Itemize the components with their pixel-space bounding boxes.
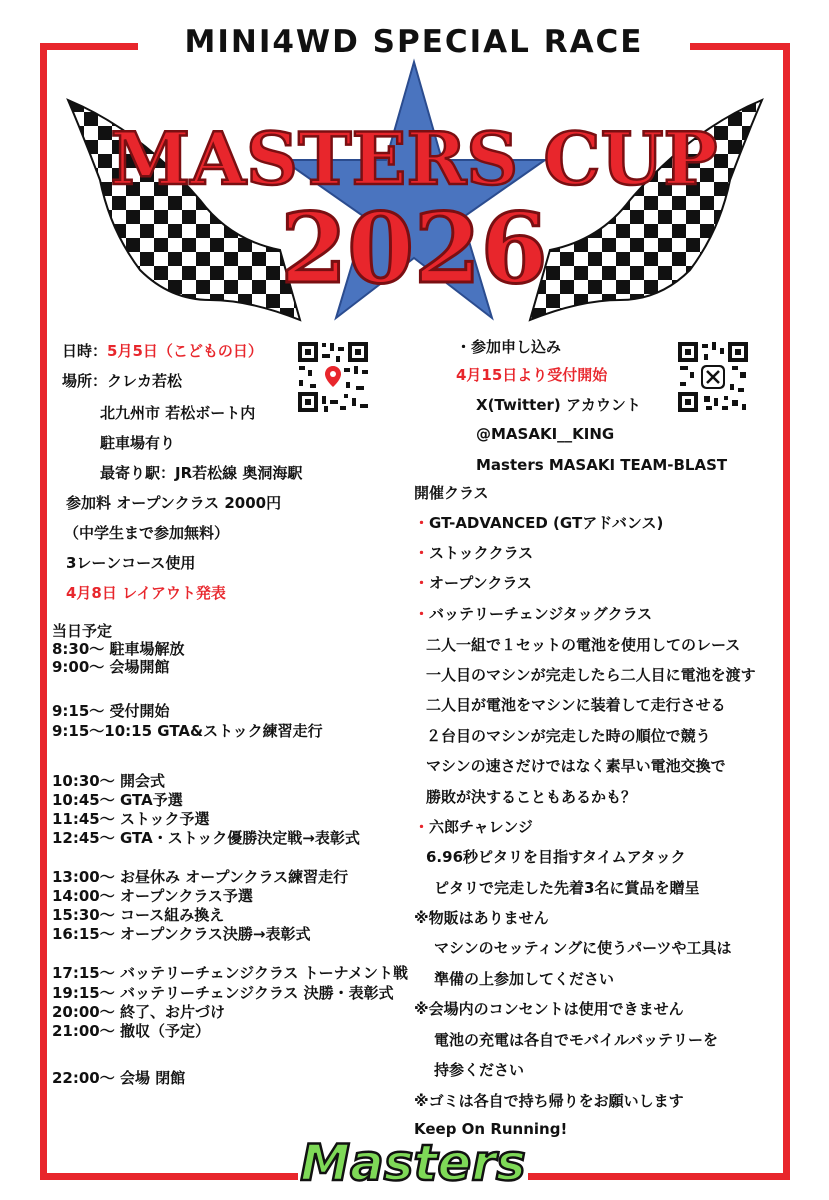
masters-logo <box>300 1130 526 1194</box>
class-item: バッテリーチェンジタッグクラス <box>429 605 653 623</box>
rokuro-challenge: 六郎チャレンジ <box>429 818 533 836</box>
battery-rule: ２台目のマシンが完走した時の順位で競う <box>426 727 711 745</box>
schedule-item: 10:30～ 開会式 <box>52 772 165 790</box>
hero-artwork <box>0 0 829 340</box>
schedule-item: 9:15～ 受付開始 <box>52 702 170 720</box>
schedule-item: 9:15～10:15 GTA&ストック練習走行 <box>52 722 323 740</box>
event-tagline: MINI4WD SPECIAL RACE <box>184 24 644 60</box>
team-name: Masters MASAKI TEAM-BLAST <box>476 456 728 474</box>
schedule-item: 20:00～ 終了、お片づけ <box>52 1003 225 1021</box>
rokuro-rule: 6.96秒ピタリを目指すタイムアタック <box>426 848 686 866</box>
registration-heading: ・参加申し込み <box>456 338 562 356</box>
fee-note: （中学生まで参加無料） <box>64 524 230 542</box>
schedule-item: 8:30～ 駐車場解放 <box>52 640 185 658</box>
note-outlet: ※会場内のコンセントは使用できません <box>414 1000 684 1018</box>
x-account-qr-code[interactable] <box>676 340 750 414</box>
note-detail: マシンのセッティングに使うパーツや工具は <box>434 939 732 957</box>
masters-logo-text: Masters <box>300 1134 526 1192</box>
registration-start: 4月15日より受付開始 <box>456 366 608 384</box>
schedule-item: 15:30～ コース組み換え <box>52 906 225 924</box>
rokuro-rule: ピタリで完走した先着3名に賞品を贈呈 <box>434 879 700 897</box>
note-detail: 電池の充電は各自でモバイルバッテリーを <box>434 1031 718 1049</box>
battery-rule: 二人目が電池をマシンに装着して走行させる <box>426 696 726 714</box>
address: 北九州市 若松ボート内 <box>100 404 256 422</box>
schedule-item: 22:00～ 会場 閉館 <box>52 1069 186 1087</box>
course-info: 3レーンコース使用 <box>66 554 196 572</box>
battery-rule: 一人目のマシンが完走したら二人目に電池を渡す <box>426 666 756 684</box>
date-label: 日時： <box>62 342 108 360</box>
frame-bottom-left-border <box>40 1173 298 1180</box>
note-sales: ※物販はありません <box>414 909 549 927</box>
note-trash: ※ゴミは各自で持ち帰りをお願いします <box>414 1092 684 1110</box>
venue: 場所：クレカ若松 <box>62 372 183 390</box>
note-detail: 準備の上参加してください <box>434 970 615 988</box>
schedule-item: 13:00～ お昼休み オープンクラス練習走行 <box>52 868 349 886</box>
class-item: GT-ADVANCED (GTアドバンス) <box>429 514 664 532</box>
battery-rule: マシンの速さだけではなく素早い電池交換で <box>426 757 726 775</box>
class-item: ストッククラス <box>429 544 534 562</box>
x-logo-icon <box>701 365 725 389</box>
event-year: 2026 <box>280 192 548 305</box>
schedule-item: 21:00～ 撤収（予定） <box>52 1022 210 1040</box>
battery-rule: 二人一組で１セットの電池を使用してのレース <box>426 636 741 654</box>
schedule-item: 12:45～ GTA・ストック優勝決定戦→表彰式 <box>52 829 360 847</box>
schedule-item: 17:15～ バッテリーチェンジクラス トーナメント戦 <box>52 964 409 982</box>
frame-bottom-right-border <box>528 1173 790 1180</box>
schedule-item: 16:15～ オープンクラス決勝→表彰式 <box>52 925 311 943</box>
layout-announcement: 4月8日 レイアウト発表 <box>66 584 226 602</box>
class-item: オープンクラス <box>429 574 532 592</box>
note-detail: 持参ください <box>434 1061 525 1079</box>
schedule-item: 9:00～ 会場開館 <box>52 658 170 676</box>
schedule-item: 10:45～ GTA予選 <box>52 791 183 809</box>
classes-heading: 開催クラス <box>414 484 489 502</box>
closing-slogan: Keep On Running! <box>414 1120 568 1138</box>
schedule-heading: 当日予定 <box>52 622 113 640</box>
map-qr-code[interactable] <box>296 340 370 414</box>
x-handle[interactable]: @MASAKI__KING <box>476 425 615 443</box>
battery-rule: 勝敗が決することもあるかも？ <box>426 788 637 806</box>
entry-fee: 参加料 オープンクラス 2000円 <box>66 494 282 512</box>
event-title: MASTERS CUP <box>110 116 718 201</box>
schedule-item: 14:00～ オープンクラス予選 <box>52 887 253 905</box>
x-account-label: X(Twitter) アカウント <box>476 396 641 414</box>
date-value: 5月5日（こどもの日） <box>107 342 263 360</box>
parking: 駐車場有り <box>100 434 176 452</box>
schedule-item: 19:15～ バッテリーチェンジクラス 決勝・表彰式 <box>52 984 394 1002</box>
schedule-item: 11:45～ ストック予選 <box>52 810 210 828</box>
nearest-station: 最寄り駅：JR若松線 奥洞海駅 <box>100 464 303 482</box>
date-row <box>62 340 263 361</box>
